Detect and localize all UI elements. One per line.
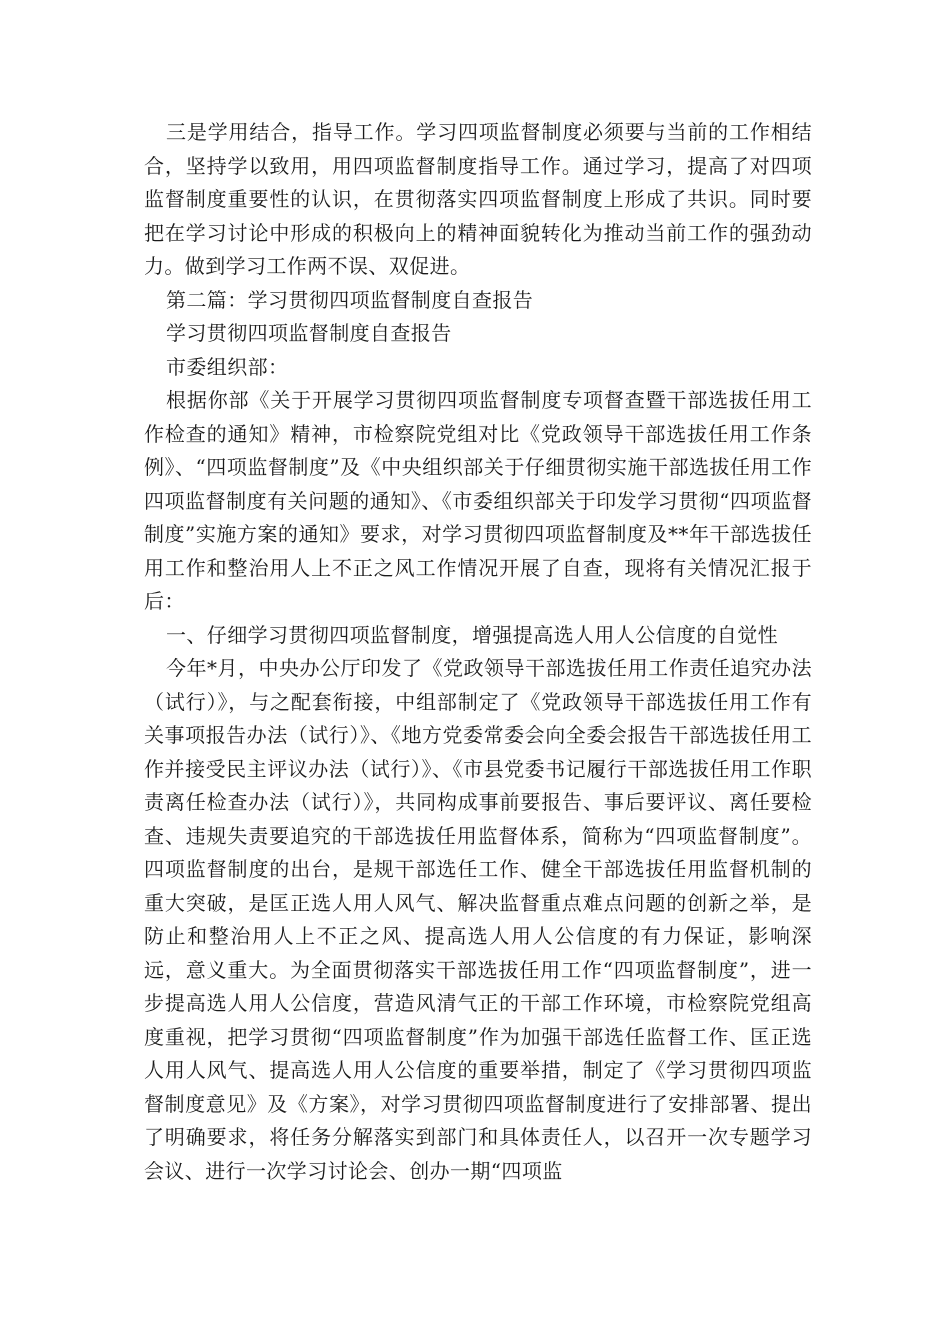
section-heading-one: 一、仔细学习贯彻四项监督制度，增强提高选人用人公信度的自觉性 xyxy=(166,622,778,647)
document-body xyxy=(144,116,812,1188)
paragraph-background: 今年*月，中央办公厅印发了《党政领导干部选拔任用工作责任追究办法（试行）》，与之配套衔接，中组部制定了《党政领导干部选拔任用工作有关事项报告办法（试行）》、《地方党委常委会向全委会报告干部选拔任用工作并接受民主评议办法（试行）》、《市县党委书记履行干部选拔任用工作职责离任检查办法（试行）》，共同构成事前要报告、事后要评议、离任要检查、违规失责要追究的干部选拔任用监督体系，简称为“四项监督制度”。四项监督制度的出台，是规干部选任工作、健全干部选拔任用监督机制的重大突破，是匡正选人用人风气、解决监督重点难点问题的创新之举，是防止和整治用人上不正之风、提高选人用人公信度的有力保证，影响深远，意义重大。为全面贯彻落实干部选拔任用工作“四项监督制度”，进一步提高选人用人公信度，营造风清气正的干部工作环境，市检察院党组高度重视，把学习贯彻“四项监督制度”作为加强干部选任监督工作、匡正选人用人风气、提高选人用人公信度的重要举措，制定了《学习贯彻四项监督制度意见》及《方案》，对学习贯彻四项监督制度进行了安排部署、提出了明确要求，将任务分解落实到部门和具体责任人，以召开一次专题学习会议、进行一次学习讨论会、创办一期“四项监 xyxy=(144,656,812,1183)
paragraph-study-application: 三是学用结合，指导工作。学习四项监督制度必须要与当前的工作相结合，坚持学以致用，用四项监督制度指导工作。通过学习，提高了对四项监督制度重要性的认识，在贯彻落实四项监督制度上形成了共识。同时要把在学习讨论中形成的积极向上的精神面貌转化为推动当前工作的强劲动力。做到学习工作两不误、双促进。 xyxy=(144,120,812,278)
report-title: 学习贯彻四项监督制度自查报告 xyxy=(166,321,452,345)
section-title-second-article: 第二篇：学习贯彻四项监督制度自查报告 xyxy=(166,287,534,312)
paragraph-introduction: 根据你部《关于开展学习贯彻四项监督制度专项督查暨干部选拔任用工作检查的通知》精神，市检察院党组对比《党政领导干部选拔任用工作条例》、“四项监督制度”及《中央组织部关于仔细贯彻实施干部选拔任用工作四项监督制度有关问题的通知》、《市委组织部关于印发学习贯彻“四项监督制度”实施方案的通知》要求，对学习贯彻四项监督制度及**年干部选拔任用工作和整治用人上不正之风工作情况开展了自查，现将有关情况汇报于后： xyxy=(144,388,812,613)
addressee: 市委组织部： xyxy=(166,354,289,379)
